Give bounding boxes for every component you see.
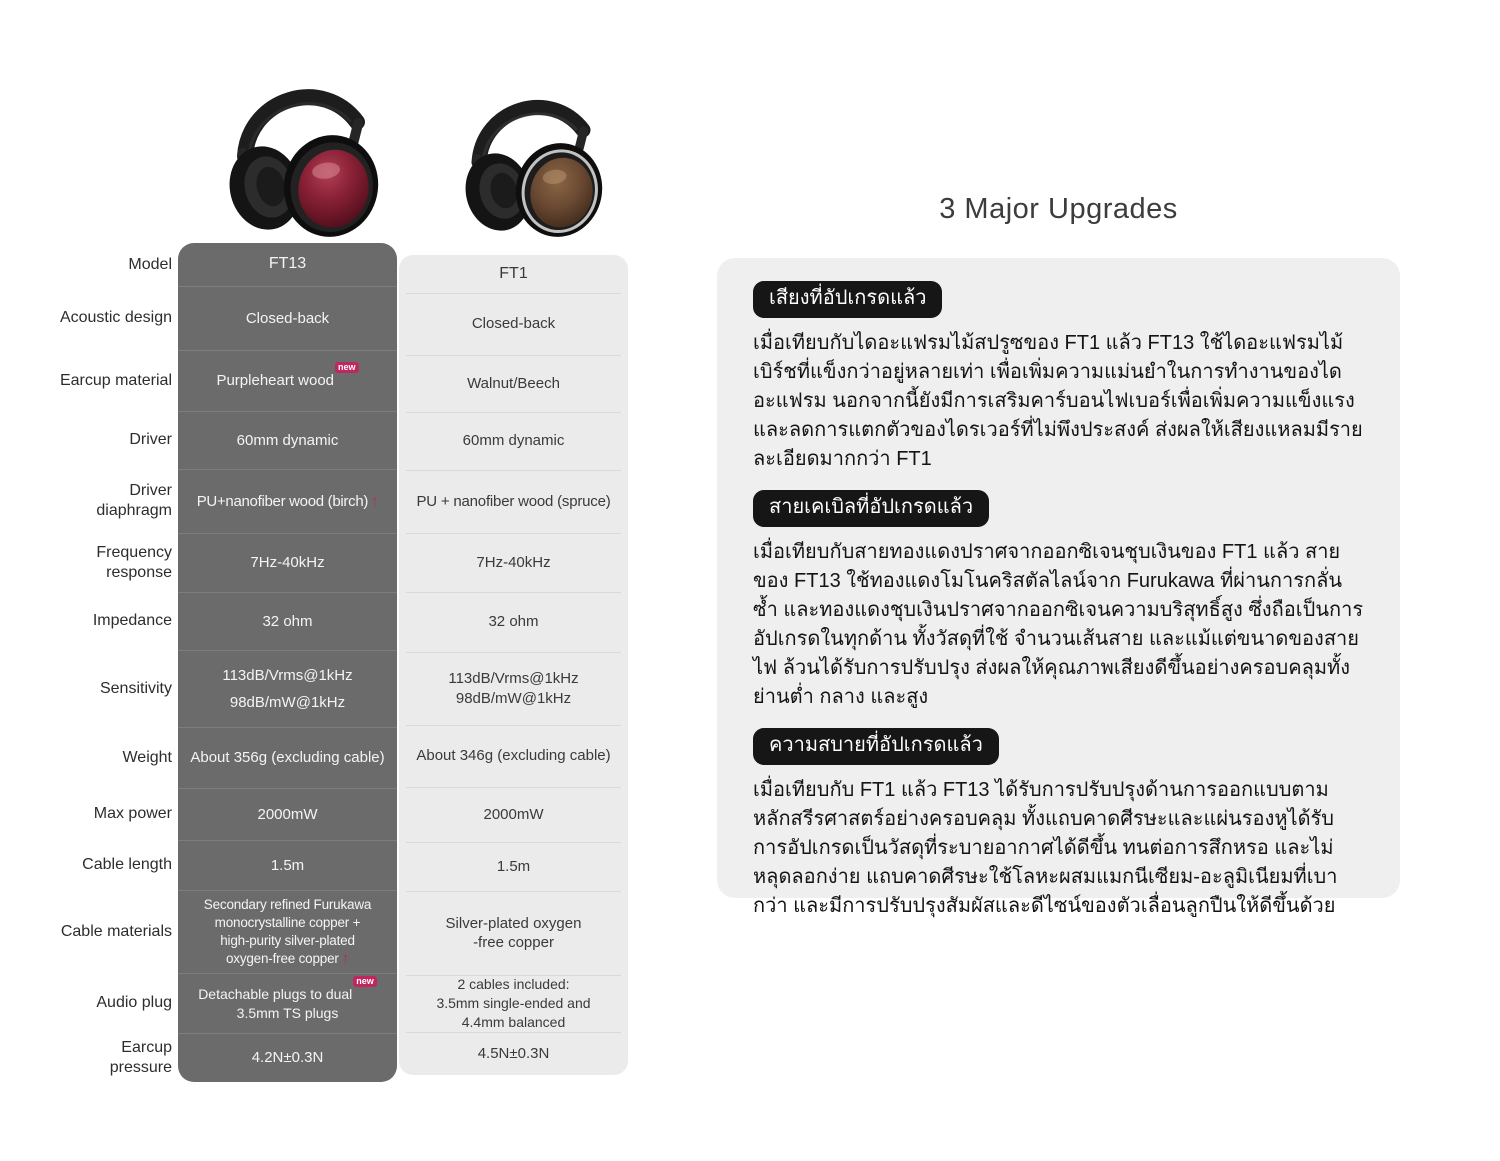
spec-label-driver-diaphragm: Driver diaphragm bbox=[96, 482, 172, 519]
ft1-weight-cell: About 346g (excluding cable) bbox=[399, 725, 628, 787]
ft13-driver-cell: 60mm dynamic bbox=[178, 411, 397, 469]
ft13-acoustic-design-cell: Closed-back bbox=[178, 286, 397, 350]
ft13-cable-length-cell: 1.5m bbox=[178, 840, 397, 890]
ft1-earcup-pressure-cell: 4.5N±0.3N bbox=[399, 1032, 628, 1075]
ft13-spec-column bbox=[178, 243, 397, 1082]
ft1-earcup-material-cell: Walnut/Beech bbox=[399, 355, 628, 412]
upgrades-panel bbox=[717, 258, 1400, 917]
spec-label-acoustic-design: Acoustic design bbox=[59, 309, 172, 326]
upgrade-badge-comfort: ความสบายที่อัปเกรดแล้ว bbox=[753, 728, 999, 765]
ft13-earcup-pressure-cell: 4.2N±0.3N bbox=[178, 1033, 397, 1082]
spec-label-impedance: Impedance bbox=[92, 612, 172, 629]
new-badge: new bbox=[335, 362, 359, 373]
upgrade-badge-sound: เสียงที่อัปเกรดแล้ว bbox=[753, 281, 942, 318]
upgrade-text-sound: เมื่อเทียบกับไดอะแฟรมไม้สปรูซของ FT1 แล้ว FT13 ใช้ไดอะแฟรมไม้เบิร์ชที่แข็งกว่าอยู่หลายเท่า เพื่อเพิ่มความแม่นยำในการทำงานของไดอะแฟรม นอกจากนี้ยังมีการเสริมคาร์บอนไฟเบอร์เพื่อเพิ่มความแข็งแรงและลดการแตกตัวของไดรเวอร์ที่ไม่พึงประสงค์ ส่งผลให้เสียงแหลมมีรายละเอียดมากกว่า FT1 bbox=[753, 332, 1363, 470]
ft1-driver-cell: 60mm dynamic bbox=[399, 412, 628, 470]
spec-label-max-power: Max power bbox=[93, 805, 172, 822]
ft13-driver-diaphragm-cell: PU+nanofiber wood (birch) ↑ bbox=[178, 469, 397, 533]
ft13-max-power-cell: 2000mW bbox=[178, 788, 397, 840]
ft13-cable-materials-cell: Secondary refined Furukawa monocrystalline copper + high-purity silver-plated oxygen-free copper ↑ bbox=[178, 890, 397, 973]
upgrade-text-comfort: เมื่อเทียบกับ FT1 แล้ว FT13 ได้รับการปรับปรุงด้านการออกแบบตามหลักสรีรศาสตร์อย่างครอบคลุม ทั้งแถบคาดศีรษะและแผ่นรองหูได้รับการอัปเกรดเป็นวัสดุที่ระบายอากาศได้ดีขึ้น ทนต่อการสึกหรอ และไม่หลุดลอกง่าย แถบคาดศีรษะใช้โลหะผสมแมกนีเซียม-อะลูมิเนียมที่เบากว่า และมีการปรับปรุงสัมผัสและดีไซน์ของตัวเลื่อนลูกปืนให้ดีขึ้นด้วย bbox=[753, 779, 1338, 917]
spec-label-frequency-response: Frequency response bbox=[96, 543, 172, 581]
ft1-frequency-response-cell: 7Hz-40kHz bbox=[399, 533, 628, 592]
ft1-sensitivity-cell: 113dB/Vrms@1kHz 98dB/mW@1kHz bbox=[399, 652, 628, 725]
spec-label-sensitivity: Sensitivity bbox=[99, 679, 172, 697]
ft13-audio-plug-cell: Detachable plugs to dual$^{new}$ 3.5mm TS plugs bbox=[178, 973, 397, 1033]
ft13-impedance-cell: 32 ohm bbox=[178, 592, 397, 650]
ft13-headphones-image bbox=[205, 68, 387, 240]
ft13-sensitivity-cell: 113dB/Vrms@1kHz 98dB/mW@1kHz bbox=[178, 650, 397, 727]
upgrade-arrow-icon: ↑ bbox=[341, 950, 350, 967]
upgrade-arrow-icon: ↑ bbox=[371, 492, 379, 510]
new-badge: new bbox=[353, 976, 377, 987]
ft13-weight-cell: About 356g (excluding cable) bbox=[178, 727, 397, 788]
page-title: 3 Major Upgrades bbox=[939, 193, 1178, 225]
ft1-cable-materials-cell: Silver-plated oxygen -free copper bbox=[399, 891, 628, 975]
spec-labels-column bbox=[56, 243, 172, 1082]
spec-label-cable-materials: Cable materials bbox=[60, 922, 172, 940]
spec-label-model: Model bbox=[128, 255, 172, 273]
ft13-model-cell: FT13 bbox=[268, 255, 307, 273]
spec-label-driver: Driver bbox=[129, 431, 172, 448]
ft1-acoustic-design-cell: Closed-back bbox=[399, 293, 628, 355]
ft13-frequency-response-cell: 7Hz-40kHz bbox=[178, 533, 397, 592]
spec-label-audio-plug: Audio plug bbox=[96, 994, 172, 1011]
upgrade-text-cable: เมื่อเทียบกับสายทองแดงปราศจากออกซิเจนชุบเงินของ FT1 แล้ว สายของ FT13 ใช้ทองแดงโมโนคริสตัลไลน์จาก Furukawa ที่ผ่านการกลั่นซ้ำ และทองแดงชุบเงินปราศจากออกซิเจนความบริสุทธิ์สูง ซึ่งถือเป็นการอัปเกรดในทุกด้าน ทั้งวัสดุที่ใช้ จำนวนเส้นสาย และแม้แต่ขนาดของสายไฟ ล้วนได้รับการปรับปรุง ส่งผลให้คุณภาพเสียงดีขึ้นอย่างครอบคลุมทั้งย่านต่ำ กลาง และสูง bbox=[753, 541, 1364, 708]
spec-label-earcup-pressure: Earcup pressure bbox=[109, 1038, 172, 1076]
ft1-impedance-cell: 32 ohm bbox=[399, 592, 628, 652]
ft1-spec-column bbox=[399, 255, 628, 1075]
upgrade-badge-cable: สายเคเบิลที่อัปเกรดแล้ว bbox=[753, 490, 989, 527]
spec-label-cable-length: Cable length bbox=[82, 856, 172, 873]
spec-label-weight: Weight bbox=[122, 748, 172, 766]
ft1-driver-diaphragm-cell: PU + nanofiber wood (spruce) bbox=[399, 470, 628, 533]
ft1-audio-plug-cell: 2 cables included: 3.5mm single-ended and 4.4mm balanced bbox=[399, 975, 628, 1032]
spec-label-earcup-material: Earcup material bbox=[59, 371, 172, 389]
ft1-max-power-cell: 2000mW bbox=[399, 787, 628, 842]
ft13-earcup-material-cell: Purpleheart wood$^{new}$ bbox=[178, 350, 397, 411]
ft1-headphones-image bbox=[443, 82, 611, 240]
ft1-cable-length-cell: 1.5m bbox=[399, 842, 628, 891]
ft1-model-cell: FT1 bbox=[499, 264, 528, 282]
